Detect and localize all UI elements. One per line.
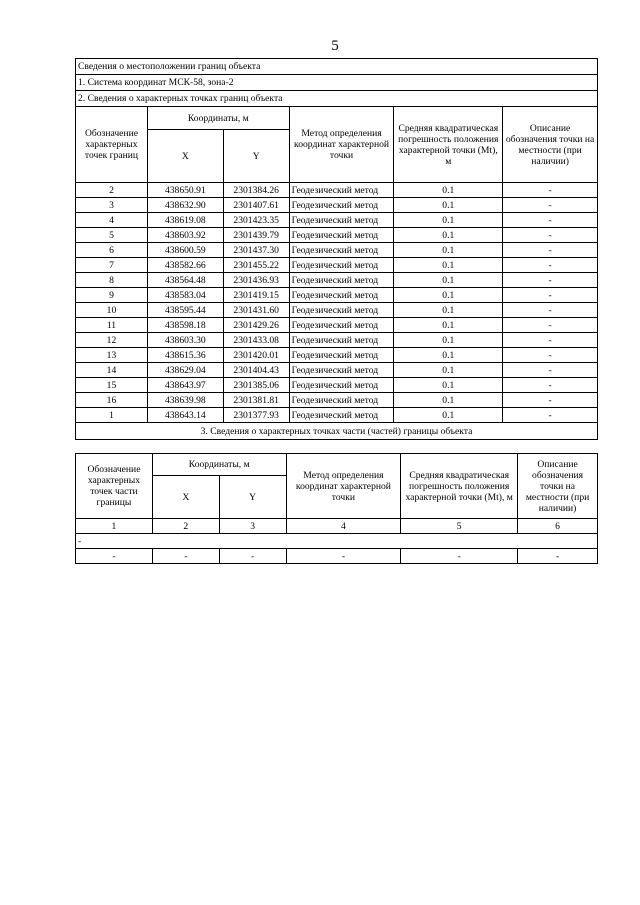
cell-description: -	[503, 198, 598, 213]
cell-description: -	[503, 348, 598, 363]
cell-method: Геодезический метод	[289, 183, 394, 198]
cell-x: 438600.59	[147, 243, 223, 258]
empty-cell: -	[401, 549, 518, 564]
table-row	[76, 333, 598, 348]
header-accuracy: Средняя квадратическая погрешность положения характерной точки (Mt), м	[394, 107, 503, 183]
cell-description: -	[503, 213, 598, 228]
cell-y: 2301404.43	[223, 363, 289, 378]
cell-accuracy: 0.1	[394, 228, 503, 243]
cell-accuracy: 0.1	[394, 348, 503, 363]
col-number: 5	[401, 519, 518, 534]
header2-description: Описание обозначения точки на местности (при наличии)	[518, 454, 598, 519]
cell-y: 2301429.26	[223, 318, 289, 333]
table-row	[76, 393, 598, 408]
cell-x: 438629.04	[147, 363, 223, 378]
cell-point: 7	[76, 258, 148, 273]
header2-coords: Координаты, м	[152, 454, 286, 476]
cell-point: 3	[76, 198, 148, 213]
empty-cell: -	[152, 549, 219, 564]
header2-method: Метод определения координат характерной точки	[286, 454, 401, 519]
cell-accuracy: 0.1	[394, 258, 503, 273]
cell-x: 438582.66	[147, 258, 223, 273]
table-row	[76, 363, 598, 378]
cell-x: 438564.48	[147, 273, 223, 288]
cell-accuracy: 0.1	[394, 318, 503, 333]
cell-x: 438603.30	[147, 333, 223, 348]
cell-description: -	[503, 318, 598, 333]
cell-method: Геодезический метод	[289, 318, 394, 333]
cell-y: 2301381.81	[223, 393, 289, 408]
cell-y: 2301419.15	[223, 288, 289, 303]
cell-method: Геодезический метод	[289, 333, 394, 348]
cell-point: 4	[76, 213, 148, 228]
table-row	[76, 288, 598, 303]
cell-method: Геодезический метод	[289, 198, 394, 213]
header-method: Метод определения координат характерной точки	[289, 107, 394, 183]
cell-method: Геодезический метод	[289, 378, 394, 393]
cell-description: -	[503, 303, 598, 318]
table-row	[76, 378, 598, 393]
cell-x: 438643.14	[147, 408, 223, 423]
cell-y: 2301423.35	[223, 213, 289, 228]
section3-title: 3. Сведения о характерных точках части (частей) границы объекта	[76, 423, 598, 440]
cell-y: 2301407.61	[223, 198, 289, 213]
table-row	[76, 258, 598, 273]
cell-method: Геодезический метод	[289, 258, 394, 273]
header2-point: Обозначение характерных точек части границы	[76, 454, 153, 519]
header-y: Y	[223, 130, 289, 183]
cell-method: Геодезический метод	[289, 303, 394, 318]
cell-point: 12	[76, 333, 148, 348]
empty-cell: -	[219, 549, 286, 564]
col-number: 2	[152, 519, 219, 534]
cell-description: -	[503, 393, 598, 408]
header2-accuracy: Средняя квадратическая погрешность положения характерной точки (Mt), м	[401, 454, 518, 519]
empty-cell: -	[286, 549, 401, 564]
cell-y: 2301377.93	[223, 408, 289, 423]
cell-accuracy: 0.1	[394, 198, 503, 213]
table-row	[76, 318, 598, 333]
cell-method: Геодезический метод	[289, 273, 394, 288]
cell-method: Геодезический метод	[289, 243, 394, 258]
cell-description: -	[503, 363, 598, 378]
table-row	[76, 273, 598, 288]
cell-y: 2301436.93	[223, 273, 289, 288]
page-number: 5	[331, 38, 339, 54]
cell-accuracy: 0.1	[394, 408, 503, 423]
cell-x: 438603.92	[147, 228, 223, 243]
header-point: Обозначение характерных точек границ	[76, 107, 148, 183]
cell-method: Геодезический метод	[289, 393, 394, 408]
col-number: 6	[518, 519, 598, 534]
table-row	[76, 348, 598, 363]
cell-x: 438639.98	[147, 393, 223, 408]
cell-description: -	[503, 258, 598, 273]
table-row	[76, 303, 598, 318]
col-number: 1	[76, 519, 153, 534]
boundary-points-table	[75, 58, 598, 440]
cell-point: 9	[76, 288, 148, 303]
table-row	[76, 243, 598, 258]
cell-accuracy: 0.1	[394, 213, 503, 228]
table-row	[76, 213, 598, 228]
cell-description: -	[503, 288, 598, 303]
cell-point: 14	[76, 363, 148, 378]
cell-method: Геодезический метод	[289, 408, 394, 423]
cell-accuracy: 0.1	[394, 363, 503, 378]
cell-method: Геодезический метод	[289, 363, 394, 378]
cell-x: 438632.90	[147, 198, 223, 213]
section2-title: 2. Сведения о характерных точках границ объекта	[76, 91, 598, 107]
cell-accuracy: 0.1	[394, 183, 503, 198]
cell-y: 2301439.79	[223, 228, 289, 243]
cell-point: 15	[76, 378, 148, 393]
col-number: 4	[286, 519, 401, 534]
cell-accuracy: 0.1	[394, 273, 503, 288]
cell-x: 438650.91	[147, 183, 223, 198]
header-x: X	[147, 130, 223, 183]
empty-cell: -	[518, 549, 598, 564]
header2-x: X	[152, 476, 219, 519]
cell-point: 6	[76, 243, 148, 258]
cell-description: -	[503, 228, 598, 243]
cell-y: 2301420.01	[223, 348, 289, 363]
cell-point: 2	[76, 183, 148, 198]
empty-cell: -	[76, 549, 153, 564]
coord-system: 1. Система координат МСК-58, зона-2	[76, 75, 598, 91]
cell-x: 438615.36	[147, 348, 223, 363]
cell-y: 2301455.22	[223, 258, 289, 273]
cell-description: -	[503, 408, 598, 423]
cell-point: 1	[76, 408, 148, 423]
cell-description: -	[503, 378, 598, 393]
col-number: 3	[219, 519, 286, 534]
cell-point: 11	[76, 318, 148, 333]
cell-point: 13	[76, 348, 148, 363]
cell-x: 438643.97	[147, 378, 223, 393]
part-points-table	[75, 453, 598, 564]
table-row	[76, 198, 598, 213]
cell-x: 438598.18	[147, 318, 223, 333]
cell-description: -	[503, 333, 598, 348]
cell-x: 438595.44	[147, 303, 223, 318]
part-row: -	[76, 534, 598, 549]
cell-method: Геодезический метод	[289, 213, 394, 228]
cell-description: -	[503, 273, 598, 288]
cell-y: 2301437.30	[223, 243, 289, 258]
header-description: Описание обозначения точки на местности (при наличии)	[503, 107, 598, 183]
cell-point: 5	[76, 228, 148, 243]
cell-method: Геодезический метод	[289, 288, 394, 303]
cell-accuracy: 0.1	[394, 303, 503, 318]
cell-accuracy: 0.1	[394, 243, 503, 258]
cell-point: 10	[76, 303, 148, 318]
table-row	[76, 408, 598, 423]
cell-y: 2301385.06	[223, 378, 289, 393]
cell-y: 2301384.26	[223, 183, 289, 198]
section-header: Сведения о местоположении границ объекта	[76, 59, 598, 75]
table-row	[76, 228, 598, 243]
cell-accuracy: 0.1	[394, 378, 503, 393]
cell-method: Геодезический метод	[289, 348, 394, 363]
cell-accuracy: 0.1	[394, 288, 503, 303]
cell-x: 438619.08	[147, 213, 223, 228]
cell-description: -	[503, 183, 598, 198]
table-row	[76, 183, 598, 198]
header2-y: Y	[219, 476, 286, 519]
cell-description: -	[503, 243, 598, 258]
cell-point: 16	[76, 393, 148, 408]
cell-accuracy: 0.1	[394, 333, 503, 348]
cell-x: 438583.04	[147, 288, 223, 303]
cell-method: Геодезический метод	[289, 228, 394, 243]
cell-y: 2301433.08	[223, 333, 289, 348]
cell-accuracy: 0.1	[394, 393, 503, 408]
cell-y: 2301431.60	[223, 303, 289, 318]
cell-point: 8	[76, 273, 148, 288]
header-coords: Координаты, м	[147, 107, 289, 130]
